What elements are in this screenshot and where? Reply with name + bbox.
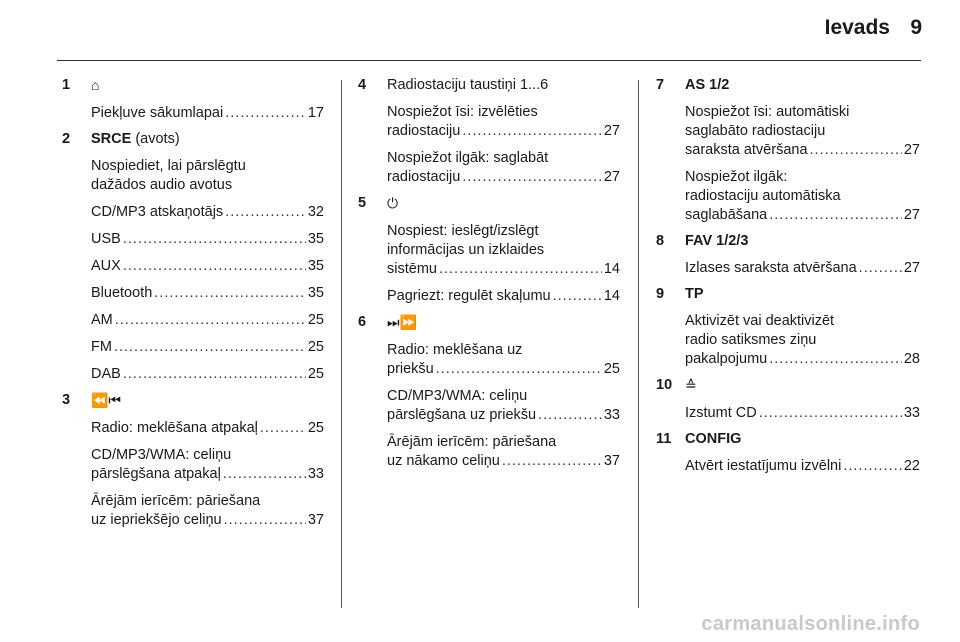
item-number: 3: [62, 392, 71, 408]
item-label: [91, 130, 324, 149]
toc-text: CD/MP3 atskaņotājs: [91, 204, 224, 220]
description-line: Aktivizēt vai deaktivizēt: [685, 313, 835, 329]
toc-text: FM: [91, 339, 112, 355]
toc-text: USB: [91, 231, 121, 247]
item-number: 7: [656, 77, 665, 93]
page-reference[interactable]: 35: [307, 231, 324, 247]
description-entry: [91, 419, 324, 438]
control-name: AS 1/2: [685, 77, 730, 93]
description-line: Ārējām ierīcēm: pāriešana: [91, 493, 261, 509]
dot-leader: [462, 168, 602, 187]
control-name: CONFIG: [685, 431, 742, 447]
description-line: dažādos audio avotus: [91, 177, 233, 193]
description-line: Nospiežot ilgāk:: [685, 169, 788, 185]
control-item: [656, 76, 920, 225]
page-reference[interactable]: 25: [307, 339, 324, 355]
page-reference[interactable]: 14: [603, 288, 620, 304]
description-entry: [387, 433, 620, 471]
item-label: [685, 232, 920, 251]
toc-text: Izlases saraksta atvēršana: [685, 260, 857, 276]
description-entry: [91, 311, 324, 330]
description-entry: [91, 284, 324, 303]
toc-text: radiostaciju: [387, 123, 461, 139]
item-number: 2: [62, 131, 71, 147]
control-item: [656, 376, 920, 423]
description-entry: [91, 492, 324, 530]
item-number: 5: [358, 195, 367, 211]
description-entry: [387, 222, 620, 279]
toc-text: priekšu: [387, 361, 434, 377]
page-header: [0, 0, 960, 60]
description-line: radiostaciju automātiska: [685, 188, 841, 204]
description-line: Nospiežot ilgāk: saglabāt: [387, 150, 549, 166]
page-number: 9: [910, 16, 922, 39]
header-divider: [57, 60, 921, 61]
item-label: [91, 391, 324, 411]
dot-leader: [553, 287, 602, 306]
dot-leader: [114, 338, 306, 357]
toc-text: Pagriezt: regulēt skaļumu: [387, 288, 551, 304]
control-icon: ≙: [685, 377, 697, 393]
page-reference[interactable]: 25: [307, 312, 324, 328]
description-entry: [387, 103, 620, 141]
control-item: [656, 285, 920, 369]
control-item: [358, 194, 620, 306]
description-line: informācijas un izklaides: [387, 242, 545, 258]
toc-line: [91, 419, 324, 438]
control-name: FAV 1/2/3: [685, 233, 749, 249]
description-entry: [91, 230, 324, 249]
dot-leader: [859, 259, 902, 278]
item-label: [685, 376, 920, 396]
page-reference[interactable]: 33: [903, 405, 920, 421]
page-reference[interactable]: 37: [307, 512, 324, 528]
toc-text: saglabāšana: [685, 207, 768, 223]
dot-leader: [439, 260, 602, 279]
description-entry: [387, 387, 620, 425]
description-entry: [387, 341, 620, 379]
description-entry: [685, 259, 920, 278]
item-number: 9: [656, 286, 665, 302]
dot-leader: [154, 284, 306, 303]
description-entry: [685, 168, 920, 225]
control-description: Radiostaciju taustiņi 1...6: [387, 77, 549, 93]
description-entry: [91, 365, 324, 384]
dot-leader: [115, 311, 306, 330]
page-reference[interactable]: 27: [903, 260, 920, 276]
dot-leader: [123, 230, 306, 249]
page-reference[interactable]: 27: [903, 207, 920, 223]
toc-text: radiostaciju: [387, 169, 461, 185]
page-reference[interactable]: 35: [307, 285, 324, 301]
description-line: CD/MP3/WMA: celiņu: [91, 447, 232, 463]
dot-leader: [260, 419, 306, 438]
toc-line: [387, 260, 620, 279]
page-reference[interactable]: 27: [603, 123, 620, 139]
item-number: 11: [656, 431, 672, 447]
toc-line: [91, 338, 324, 357]
column-divider-2: [638, 80, 639, 608]
item-number: 6: [358, 314, 367, 330]
dot-leader: [810, 141, 902, 160]
dot-leader: [462, 122, 602, 141]
toc-line: [387, 287, 620, 306]
page-reference[interactable]: 25: [307, 420, 324, 436]
column-3: [656, 76, 920, 476]
toc-text: sistēmu: [387, 261, 437, 277]
description-line: Ārējām ierīcēm: pāriešana: [387, 434, 557, 450]
dot-leader: [225, 104, 306, 123]
toc-text: Piekļuve sākumlapai: [91, 105, 224, 121]
control-item: [358, 76, 620, 187]
toc-text: pakalpojumu: [685, 351, 768, 367]
page-reference[interactable]: 35: [307, 258, 324, 274]
item-label: [685, 285, 920, 304]
dot-leader: [769, 350, 902, 369]
toc-text: Izstumt CD: [685, 405, 757, 421]
page-reference[interactable]: 22: [903, 458, 920, 474]
toc-text: saraksta atvēršana: [685, 142, 808, 158]
toc-text: Bluetooth: [91, 285, 153, 301]
dot-leader: [224, 511, 306, 530]
description-entry: [91, 203, 324, 222]
page-reference[interactable]: 33: [603, 407, 620, 423]
description-entry: [91, 338, 324, 357]
control-icon: ⏪⏮: [91, 392, 122, 408]
description-line: saglabāto radiostaciju: [685, 123, 826, 139]
dot-leader: [123, 257, 306, 276]
toc-text: uz iepriekšējo celiņu: [91, 512, 222, 528]
description-entry: [685, 103, 920, 160]
control-item: [62, 76, 324, 123]
column-1: [62, 76, 324, 530]
item-label: [387, 76, 620, 95]
page-reference[interactable]: 14: [603, 261, 620, 277]
toc-line: [91, 230, 324, 249]
page-reference[interactable]: 37: [603, 453, 620, 469]
description-line: CD/MP3/WMA: celiņu: [387, 388, 528, 404]
toc-line: [91, 203, 324, 222]
toc-line: [685, 457, 920, 476]
item-label: [91, 76, 324, 96]
toc-line: [387, 360, 620, 379]
dot-leader: [502, 452, 602, 471]
page-reference[interactable]: 27: [603, 169, 620, 185]
dot-leader: [843, 457, 902, 476]
control-icon: ⏭⏩: [387, 314, 418, 330]
control-name: SRCE: [91, 131, 132, 147]
description-entry: [91, 446, 324, 484]
description-line: radio satiksmes ziņu: [685, 332, 817, 348]
toc-line: [387, 122, 620, 141]
control-description: (avots): [135, 131, 180, 147]
toc-line: [91, 257, 324, 276]
control-item: [656, 232, 920, 278]
control-name: TP: [685, 286, 704, 302]
toc-line: [91, 465, 324, 484]
description-entry: [387, 149, 620, 187]
description-line: Nospiediet, lai pārslēgtu: [91, 158, 246, 174]
toc-line: [387, 406, 620, 425]
dot-leader: [436, 360, 602, 379]
toc-text: uz nākamo celiņu: [387, 453, 500, 469]
control-item: [656, 430, 920, 476]
toc-line: [91, 311, 324, 330]
description-line: Nospiežot īsi: izvēlēties: [387, 104, 538, 120]
item-label: [685, 76, 920, 95]
page-reference[interactable]: 32: [307, 204, 324, 220]
toc-line: [685, 206, 920, 225]
column-2: [358, 76, 620, 471]
dot-leader: [223, 465, 306, 484]
description-entry: [685, 457, 920, 476]
toc-line: [685, 350, 920, 369]
dot-leader: [769, 206, 902, 225]
toc-text: Radio: meklēšana atpakaļ: [91, 420, 258, 436]
toc-line: [387, 452, 620, 471]
page-reference[interactable]: 33: [307, 466, 324, 482]
item-number: 8: [656, 233, 665, 249]
control-item: [358, 313, 620, 471]
toc-line: [91, 365, 324, 384]
control-item: [62, 130, 324, 384]
control-item: [62, 391, 324, 530]
toc-line: [685, 141, 920, 160]
page-reference[interactable]: 17: [307, 105, 324, 121]
dot-leader: [225, 203, 306, 222]
toc-text: pārslēgšana atpakaļ: [91, 466, 221, 482]
toc-text: AM: [91, 312, 113, 328]
description-entry: [91, 157, 324, 195]
page-reference[interactable]: 25: [307, 366, 324, 382]
item-number: 1: [62, 77, 71, 93]
item-label: [387, 194, 620, 214]
description-entry: [387, 287, 620, 306]
toc-line: [91, 284, 324, 303]
toc-line: [91, 511, 324, 530]
item-label: [685, 430, 920, 449]
item-number: 4: [358, 77, 367, 93]
description-line: Nospiest: ieslēgt/izslēgt: [387, 223, 539, 239]
toc-text: pārslēgšana uz priekšu: [387, 407, 537, 423]
watermark: carmanualsonline.info: [701, 613, 920, 635]
description-line: Nospiežot īsi: automātiski: [685, 104, 850, 120]
toc-line: [685, 404, 920, 423]
dot-leader: [538, 406, 602, 425]
dot-leader: [759, 404, 902, 423]
page-title: Ievads: [824, 16, 890, 39]
toc-line: [91, 104, 324, 123]
description-entry: [91, 104, 324, 123]
page-reference[interactable]: 25: [603, 361, 620, 377]
description-entry: [91, 257, 324, 276]
toc-text: DAB: [91, 366, 121, 382]
description-entry: [685, 312, 920, 369]
description-line: Radio: meklēšana uz: [387, 342, 523, 358]
control-icon: ⌂: [91, 77, 100, 93]
page-reference[interactable]: 28: [903, 351, 920, 367]
toc-line: [685, 259, 920, 278]
item-number: 10: [656, 377, 673, 393]
description-entry: [685, 404, 920, 423]
control-icon: ⏻: [387, 195, 399, 211]
toc-line: [387, 168, 620, 187]
toc-text: AUX: [91, 258, 121, 274]
page-reference[interactable]: 27: [903, 142, 920, 158]
toc-text: Atvērt iestatījumu izvēlni: [685, 458, 842, 474]
item-label: [387, 313, 620, 333]
dot-leader: [123, 365, 306, 384]
column-divider-1: [341, 80, 342, 608]
